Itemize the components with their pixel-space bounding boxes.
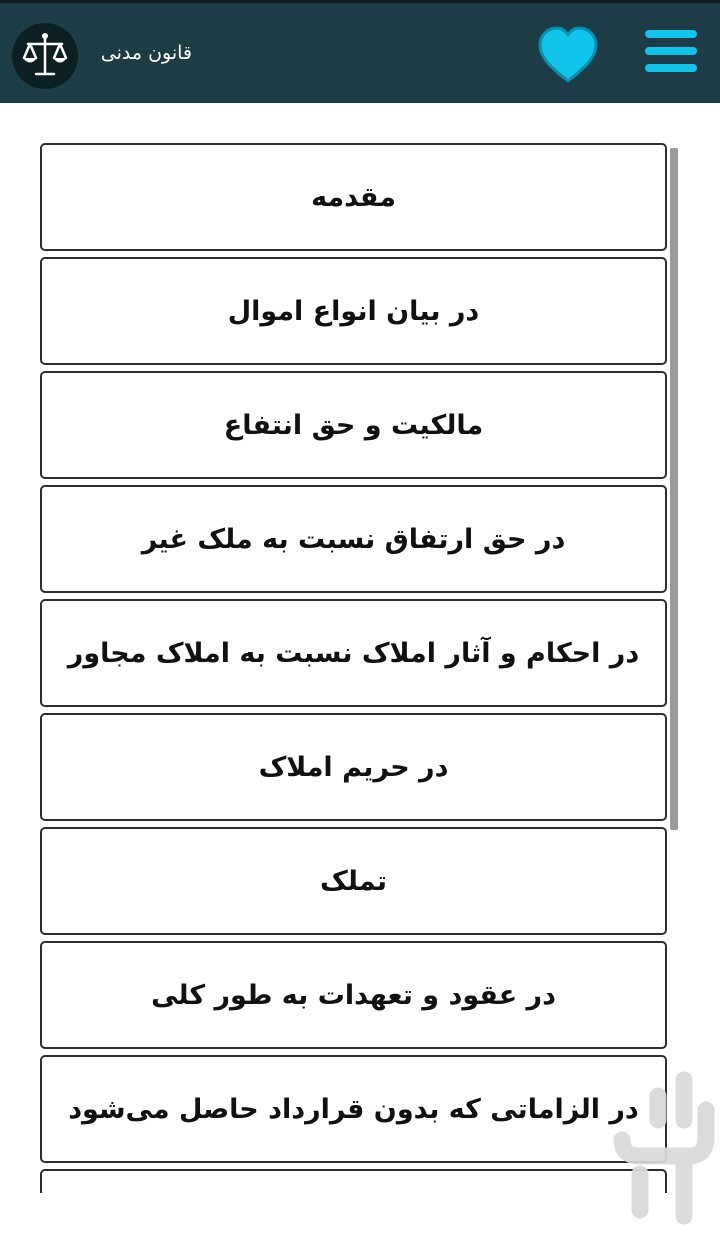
list-item[interactable] [40, 941, 667, 1049]
list-item[interactable] [40, 1169, 667, 1193]
app-logo [12, 23, 78, 89]
menu-line [645, 30, 697, 38]
list-item[interactable] [40, 143, 667, 251]
list-item-label: در بیان انواع اموال [227, 295, 480, 327]
menu-line [645, 47, 697, 55]
list-item-label: در حق ارتفاق نسبت به ملک غیر [141, 523, 566, 555]
list-item-label: در حریم املاک [258, 751, 449, 783]
chapter-list[interactable] [40, 143, 667, 1193]
list-item-label: مالکیت و حق انتفاع [223, 409, 484, 441]
list-item-label: تملک [320, 865, 387, 897]
list-item[interactable] [40, 1055, 667, 1163]
list-item[interactable] [40, 599, 667, 707]
list-item-label: در الزاماتی که بدون قرارداد حاصل می‌شود [68, 1093, 639, 1125]
list-item[interactable] [40, 257, 667, 365]
menu-line [645, 64, 697, 72]
scales-of-justice-icon [12, 23, 78, 89]
list-item[interactable] [40, 713, 667, 821]
app-header [0, 0, 720, 103]
store-logo-watermark-icon [612, 1070, 716, 1225]
list-item-label: در عقود و تعهدات به طور کلی [151, 979, 556, 1011]
scrollbar[interactable] [670, 148, 678, 830]
app-title: قانون مدنی [100, 42, 192, 64]
list-item-label: مقدمه [311, 181, 396, 213]
favorites-button[interactable] [535, 24, 601, 86]
heart-icon [535, 24, 601, 86]
list-item[interactable] [40, 827, 667, 935]
hamburger-menu-icon[interactable] [640, 27, 702, 75]
list-item[interactable] [40, 371, 667, 479]
list-item-label: در احکام و آثار املاک نسبت به املاک مجاور [67, 637, 640, 669]
list-item[interactable] [40, 485, 667, 593]
